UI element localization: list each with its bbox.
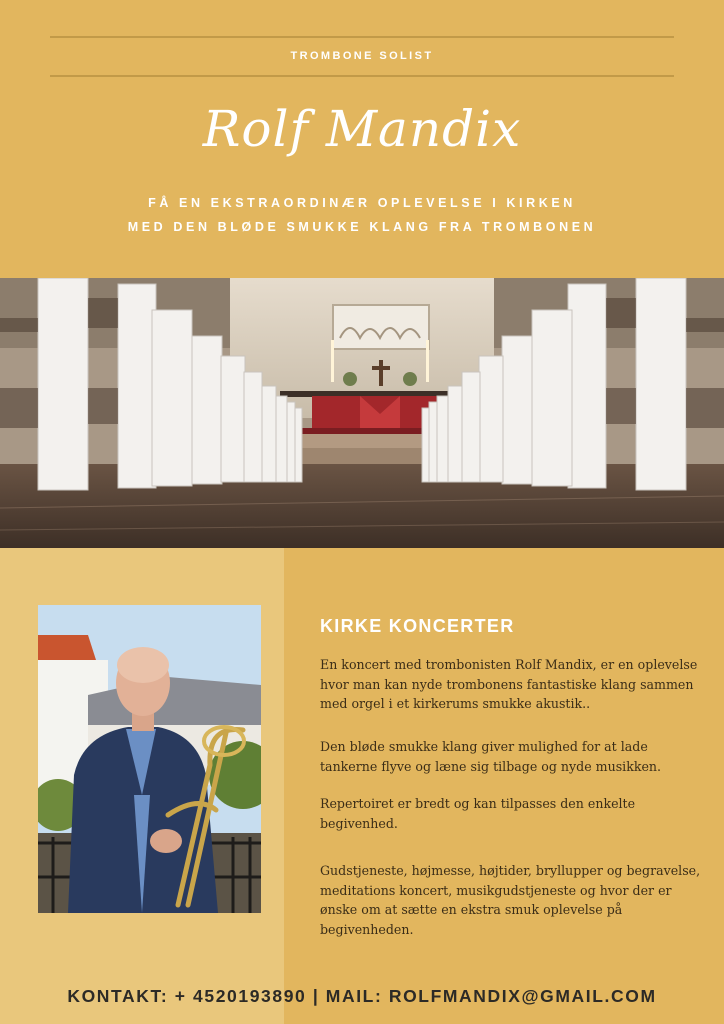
contact-footer: KONTAKT: + 4520193890 | MAIL: ROLFMANDIX@GMAIL.COM [67,986,657,1006]
tagline-line-2: MED DEN BLØDE SMUKKE KLANG FRA TROMBONEN [127,220,597,234]
sound-paragraph: Den bløde smukke klang giver mulighed for at lade tankerne flyve og læne sig tilbage og nyde musikken. [320,739,662,774]
section-title: KIRKE KONCERTER [320,616,515,636]
top-divider [50,36,674,38]
performer-name: Rolf Mandix [202,100,522,158]
tagline-line-1: FÅ EN EKSTRAORDINÆR OPLEVELSE I KIRKEN [148,196,576,210]
header-section [0,0,724,278]
kicker-text: TROMBONE SOLIST [290,50,434,62]
church-interior-photo [0,278,724,548]
occasions-paragraph: Gudstjeneste, højmesse, højtider, bryllupper og begravelse, meditations koncert, musikgudstjeneste og hvor der er ønske om at sætte en ekstra smuk oplevelse på begivenheden. [320,863,701,937]
portrait-photo [38,605,261,913]
repertoire-paragraph: Repertoiret er bredt og kan tilpasses den enkelte begivenhed. [320,796,636,831]
intro-paragraph: En koncert med trombonisten Rolf Mandix, er en oplevelse hvor man kan nyde trombonens fantastiske klang sammen med orgel i et kirkerums smukke akustik.. [320,657,698,711]
second-divider [50,75,674,77]
